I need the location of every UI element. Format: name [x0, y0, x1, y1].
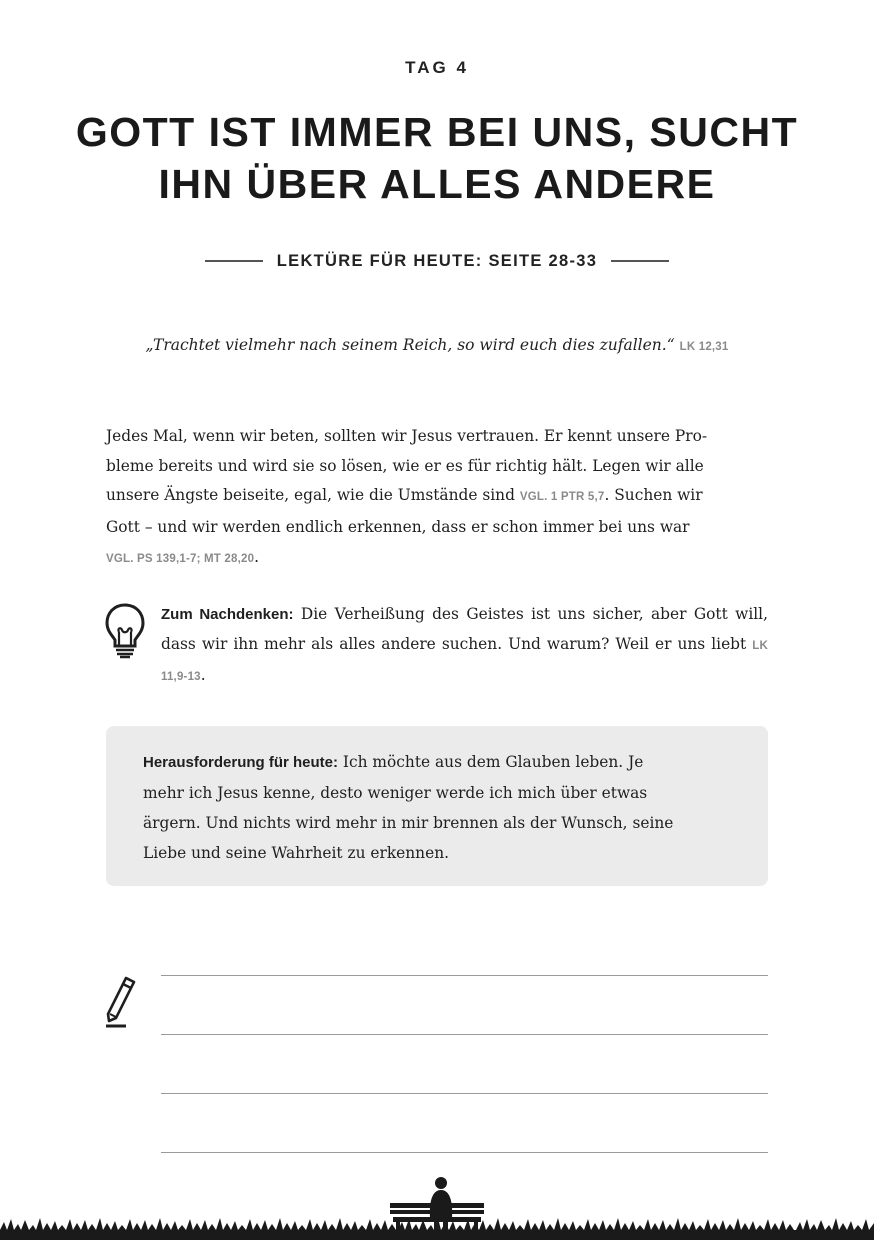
scripture-reference: VGL. 1 PTR 5,7 [519, 491, 605, 504]
reading-assignment [0, 248, 874, 274]
writing-line[interactable] [161, 1093, 768, 1094]
paragraph-line: Gott – und wir werden endlich erkennen, dass er schon immer bei uns war [106, 518, 690, 537]
scripture-reference: LK 11,9-13 [161, 639, 768, 684]
paragraph-text: . Suchen wir [604, 486, 703, 505]
paragraph-line: bleme bereits und wird sie so lösen, wie er es für richtig hält. Legen wir alle [106, 456, 704, 475]
writing-line[interactable] [161, 1034, 768, 1035]
reading-label: LEKTÜRE FÜR HEUTE: SEITE 28-33 [276, 251, 598, 270]
reflection-label: Zum Nachdenken: [161, 606, 294, 623]
challenge-section [143, 747, 733, 868]
main-paragraph [106, 422, 768, 575]
challenge-text: mehr ich Jesus kenne, desto weniger werde ich mich über etwas [143, 784, 648, 802]
challenge-text: ärgern. Und nichts wird mehr in mir brennen als der Wunsch, seine [143, 814, 674, 832]
paragraph-text: unsere Ängste beiseite, egal, wie die Umstände sind [106, 486, 515, 505]
title-line-2: IHN ÜBER ALLES ANDERE [158, 161, 716, 207]
writing-line[interactable] [161, 1152, 768, 1153]
challenge-label: Herausforderung für heute: [143, 754, 339, 771]
scripture-reference: VGL. PS 139,1-7; MT 28,20 [106, 552, 255, 565]
lightbulb-icon [104, 602, 146, 660]
paragraph-text: . [254, 547, 260, 566]
paragraph-line: Jedes Mal, wenn wir beten, sollten wir Jesus vertrauen. Er kennt unsere Pro- [106, 427, 708, 445]
bench-with-person [390, 1177, 484, 1234]
paragraph-line [106, 481, 768, 513]
verse-text: „Trachtet vielmehr nach seinem Reich, so wird euch dies zufallen.“ [145, 336, 675, 354]
bench-silhouette-footer [0, 1168, 874, 1240]
pencil-icon [104, 974, 138, 1030]
title-line-1: GOTT IST IMMER BEI UNS, SUCHT [75, 109, 799, 155]
day-label: TAG 4 [405, 58, 469, 77]
writing-line[interactable] [161, 975, 768, 976]
challenge-text: Liebe und seine Wahrheit zu erkennen. [143, 844, 450, 862]
reflection-tail: . [200, 666, 206, 685]
page-title [60, 106, 814, 210]
reflection-text: Die Verheißung des Geistes ist uns sicher, aber Gott will, dass wir ihn mehr als alles andere suchen. Und warum? Weil er uns liebt [161, 605, 768, 653]
challenge-text: Ich möchte aus dem Glauben leben. Je [342, 753, 644, 771]
divider-left [205, 260, 263, 262]
paragraph-line [106, 543, 768, 575]
verse-reference: LK 12,31 [679, 341, 729, 353]
bible-verse [0, 336, 874, 354]
divider-right [611, 260, 669, 262]
reflection-section [161, 600, 768, 693]
